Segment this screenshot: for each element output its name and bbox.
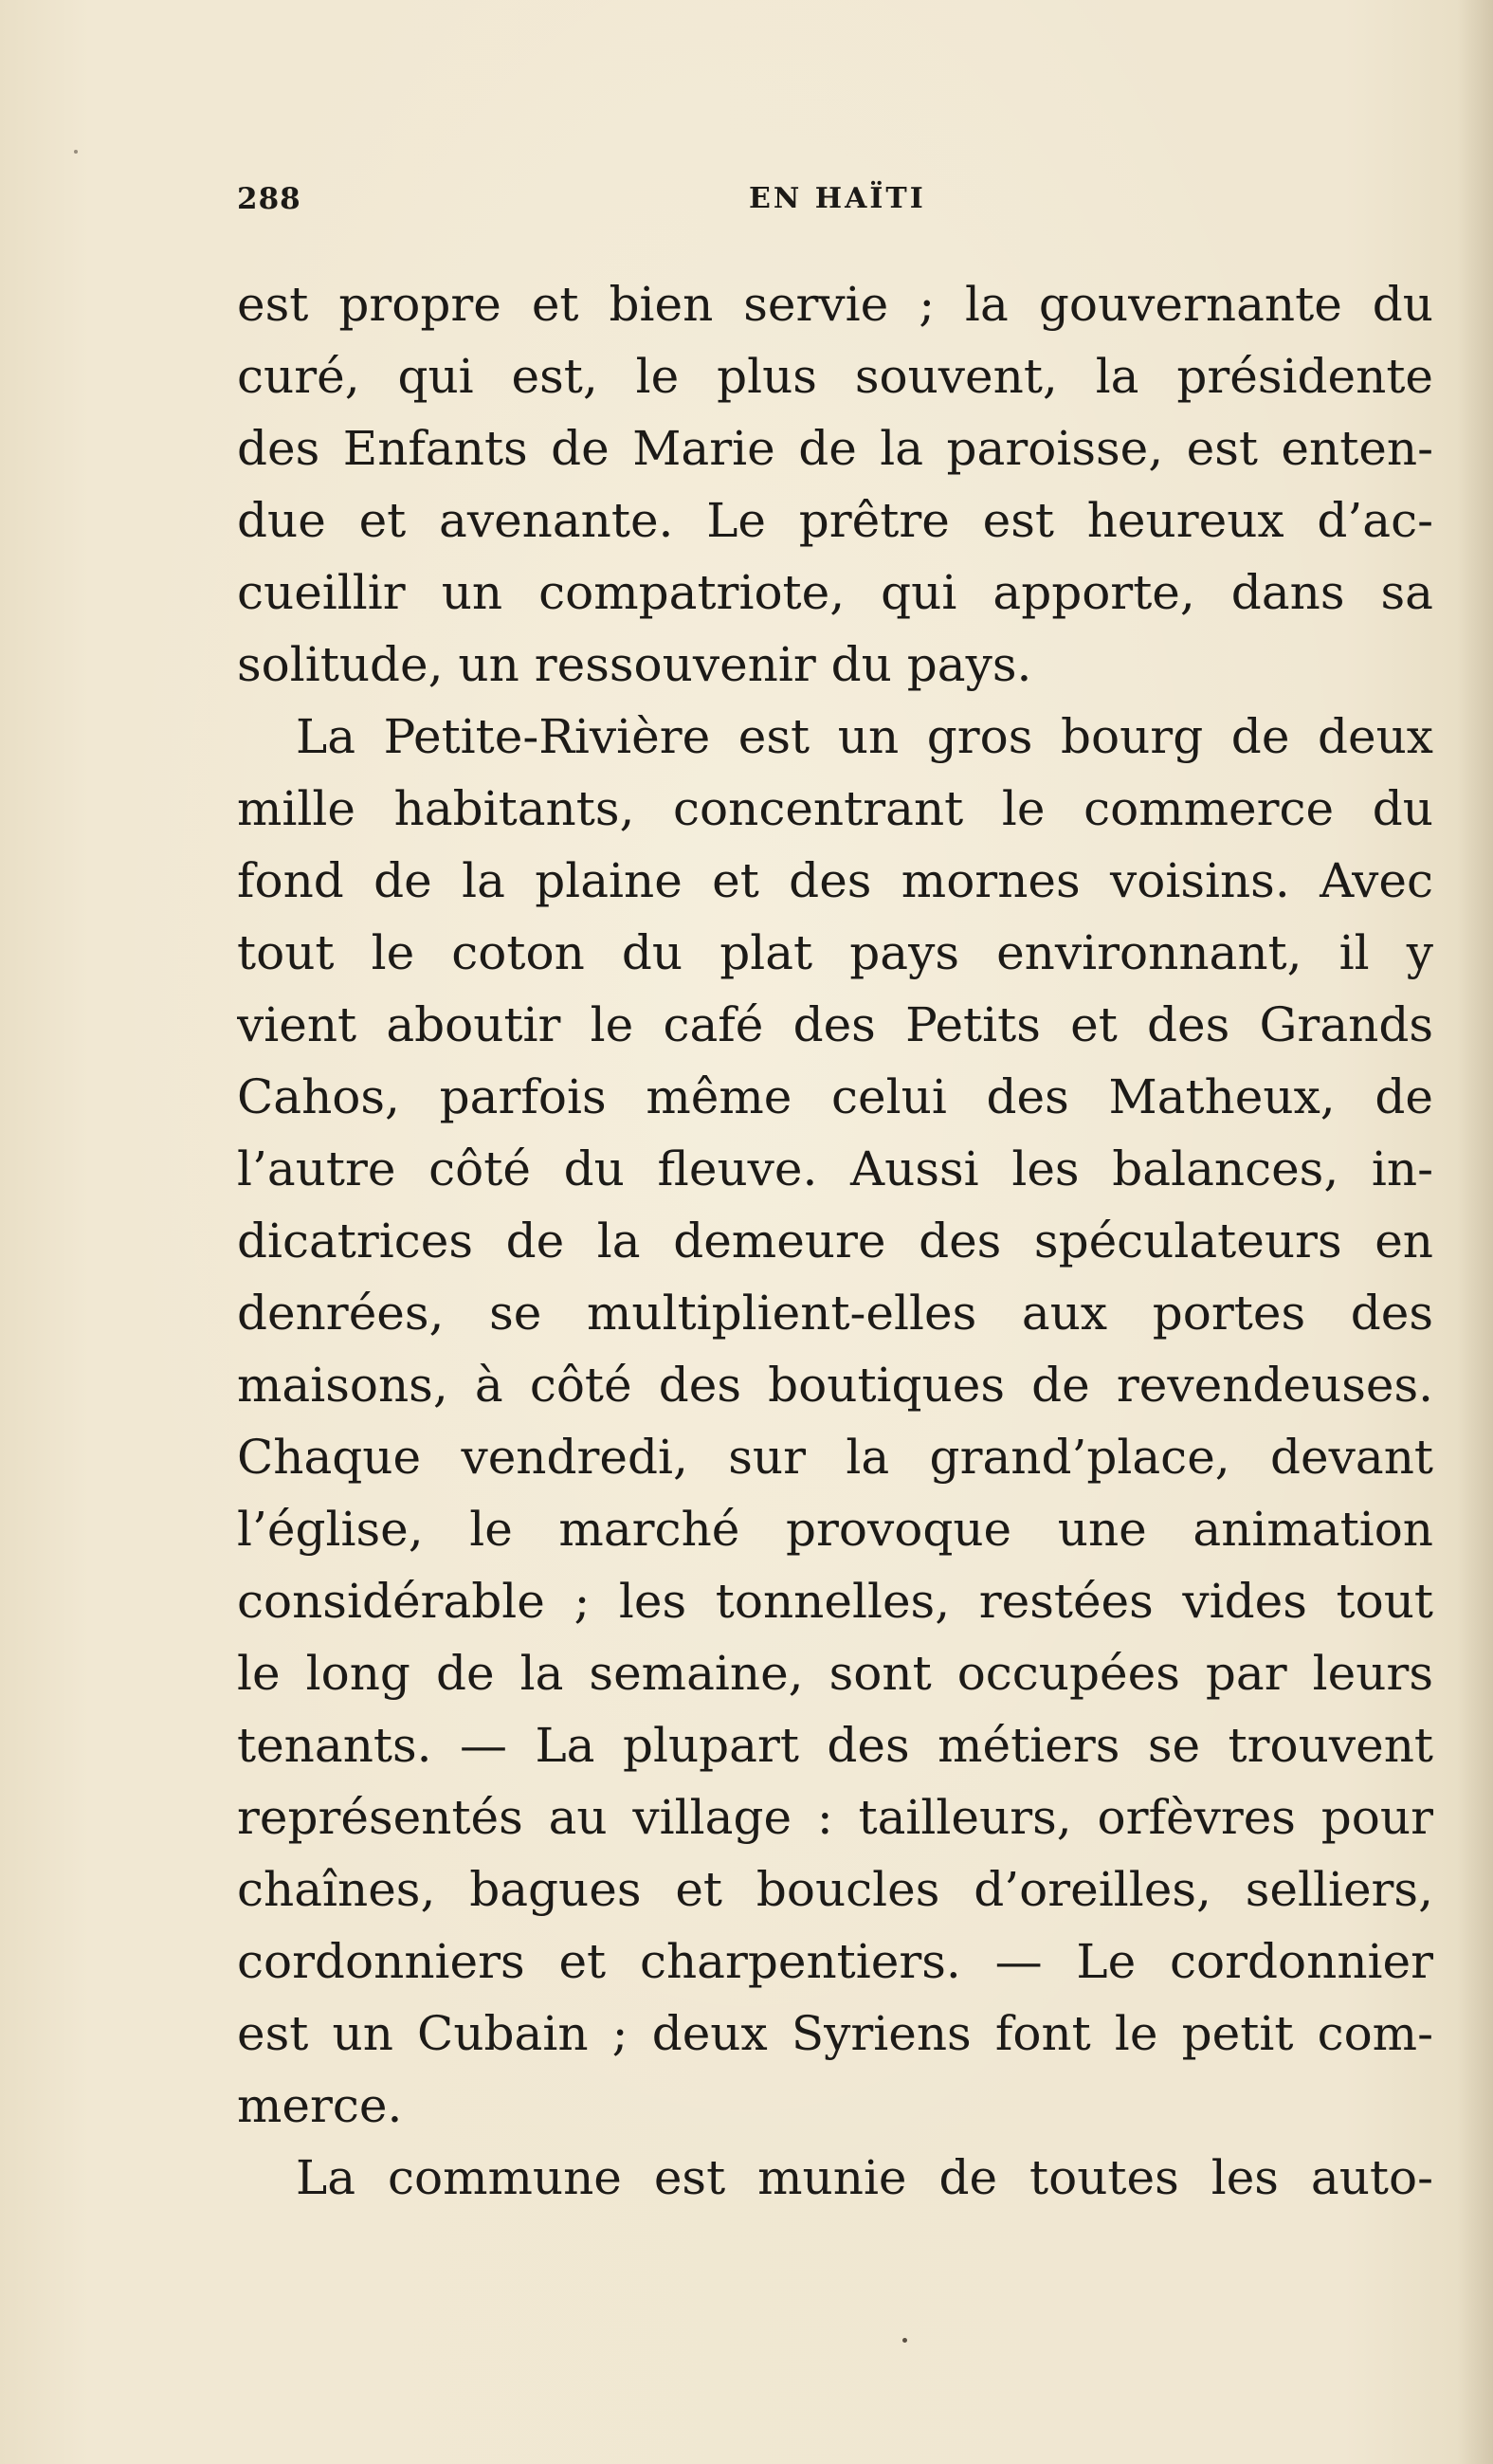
page-header xyxy=(237,182,1433,229)
text-line: le long de la semaine, sont occupées par leurs xyxy=(237,1646,1433,1701)
text-line: merce. xyxy=(237,2078,403,2133)
text-line: l’église, le marché provoque une animation xyxy=(237,1502,1433,1557)
text-line: La commune est munie de toutes les auto- xyxy=(296,2150,1433,2205)
text-line: tenants. — La plupart des métiers se trouvent xyxy=(237,1718,1433,1773)
ink-speck xyxy=(902,2338,907,2343)
ink-speck xyxy=(74,150,78,154)
text-line: La Petite-Rivière est un gros bourg de deux xyxy=(296,709,1433,764)
text-line: est un Cubain ; deux Syriens font le petit com- xyxy=(237,2006,1433,2061)
text-line: maisons, à côté des boutiques de revendeuses. xyxy=(237,1358,1433,1413)
page-edge-shadow xyxy=(1457,0,1493,2464)
text-line: denrées, se multiplient-elles aux portes des xyxy=(237,1286,1433,1341)
text-line: tout le coton du plat pays environnant, il y xyxy=(237,925,1433,980)
text-line: des Enfants de Marie de la paroisse, est enten- xyxy=(237,421,1433,476)
text-line: est propre et bien servie ; la gouvernante du xyxy=(237,277,1433,332)
text-line: mille habitants, concentrant le commerce du xyxy=(237,781,1433,836)
text-line: représentés au village : tailleurs, orfèvres pour xyxy=(237,1790,1433,1845)
text-line: dicatrices de la demeure des spéculateurs en xyxy=(237,1214,1433,1269)
text-line: curé, qui est, le plus souvent, la présidente xyxy=(237,349,1433,404)
text-line: fond de la plaine et des mornes voisins. Avec xyxy=(237,853,1433,908)
text-line: solitude, un ressouvenir du pays. xyxy=(237,637,1032,692)
body-text xyxy=(237,268,1433,2214)
text-line: chaînes, bagues et boucles d’oreilles, selliers, xyxy=(237,1862,1433,1917)
text-line: Cahos, parfois même celui des Matheux, de xyxy=(237,1069,1433,1124)
text-line: cordonniers et charpentiers. — Le cordonnier xyxy=(237,1934,1433,1989)
page-number: 288 xyxy=(237,182,301,216)
text-line: considérable ; les tonnelles, restées vides tout xyxy=(237,1574,1433,1629)
text-line: l’autre côté du fleuve. Aussi les balances, in- xyxy=(237,1141,1433,1196)
text-line: Chaque vendredi, sur la grand’place, devant xyxy=(237,1430,1433,1485)
text-line: cueillir un compatriote, qui apporte, dans sa xyxy=(237,565,1433,620)
text-line: due et avenante. Le prêtre est heureux d’ac- xyxy=(237,493,1433,548)
running-title: EN HAÏTI xyxy=(749,182,926,215)
text-line: vient aboutir le café des Petits et des Grands xyxy=(237,997,1433,1052)
